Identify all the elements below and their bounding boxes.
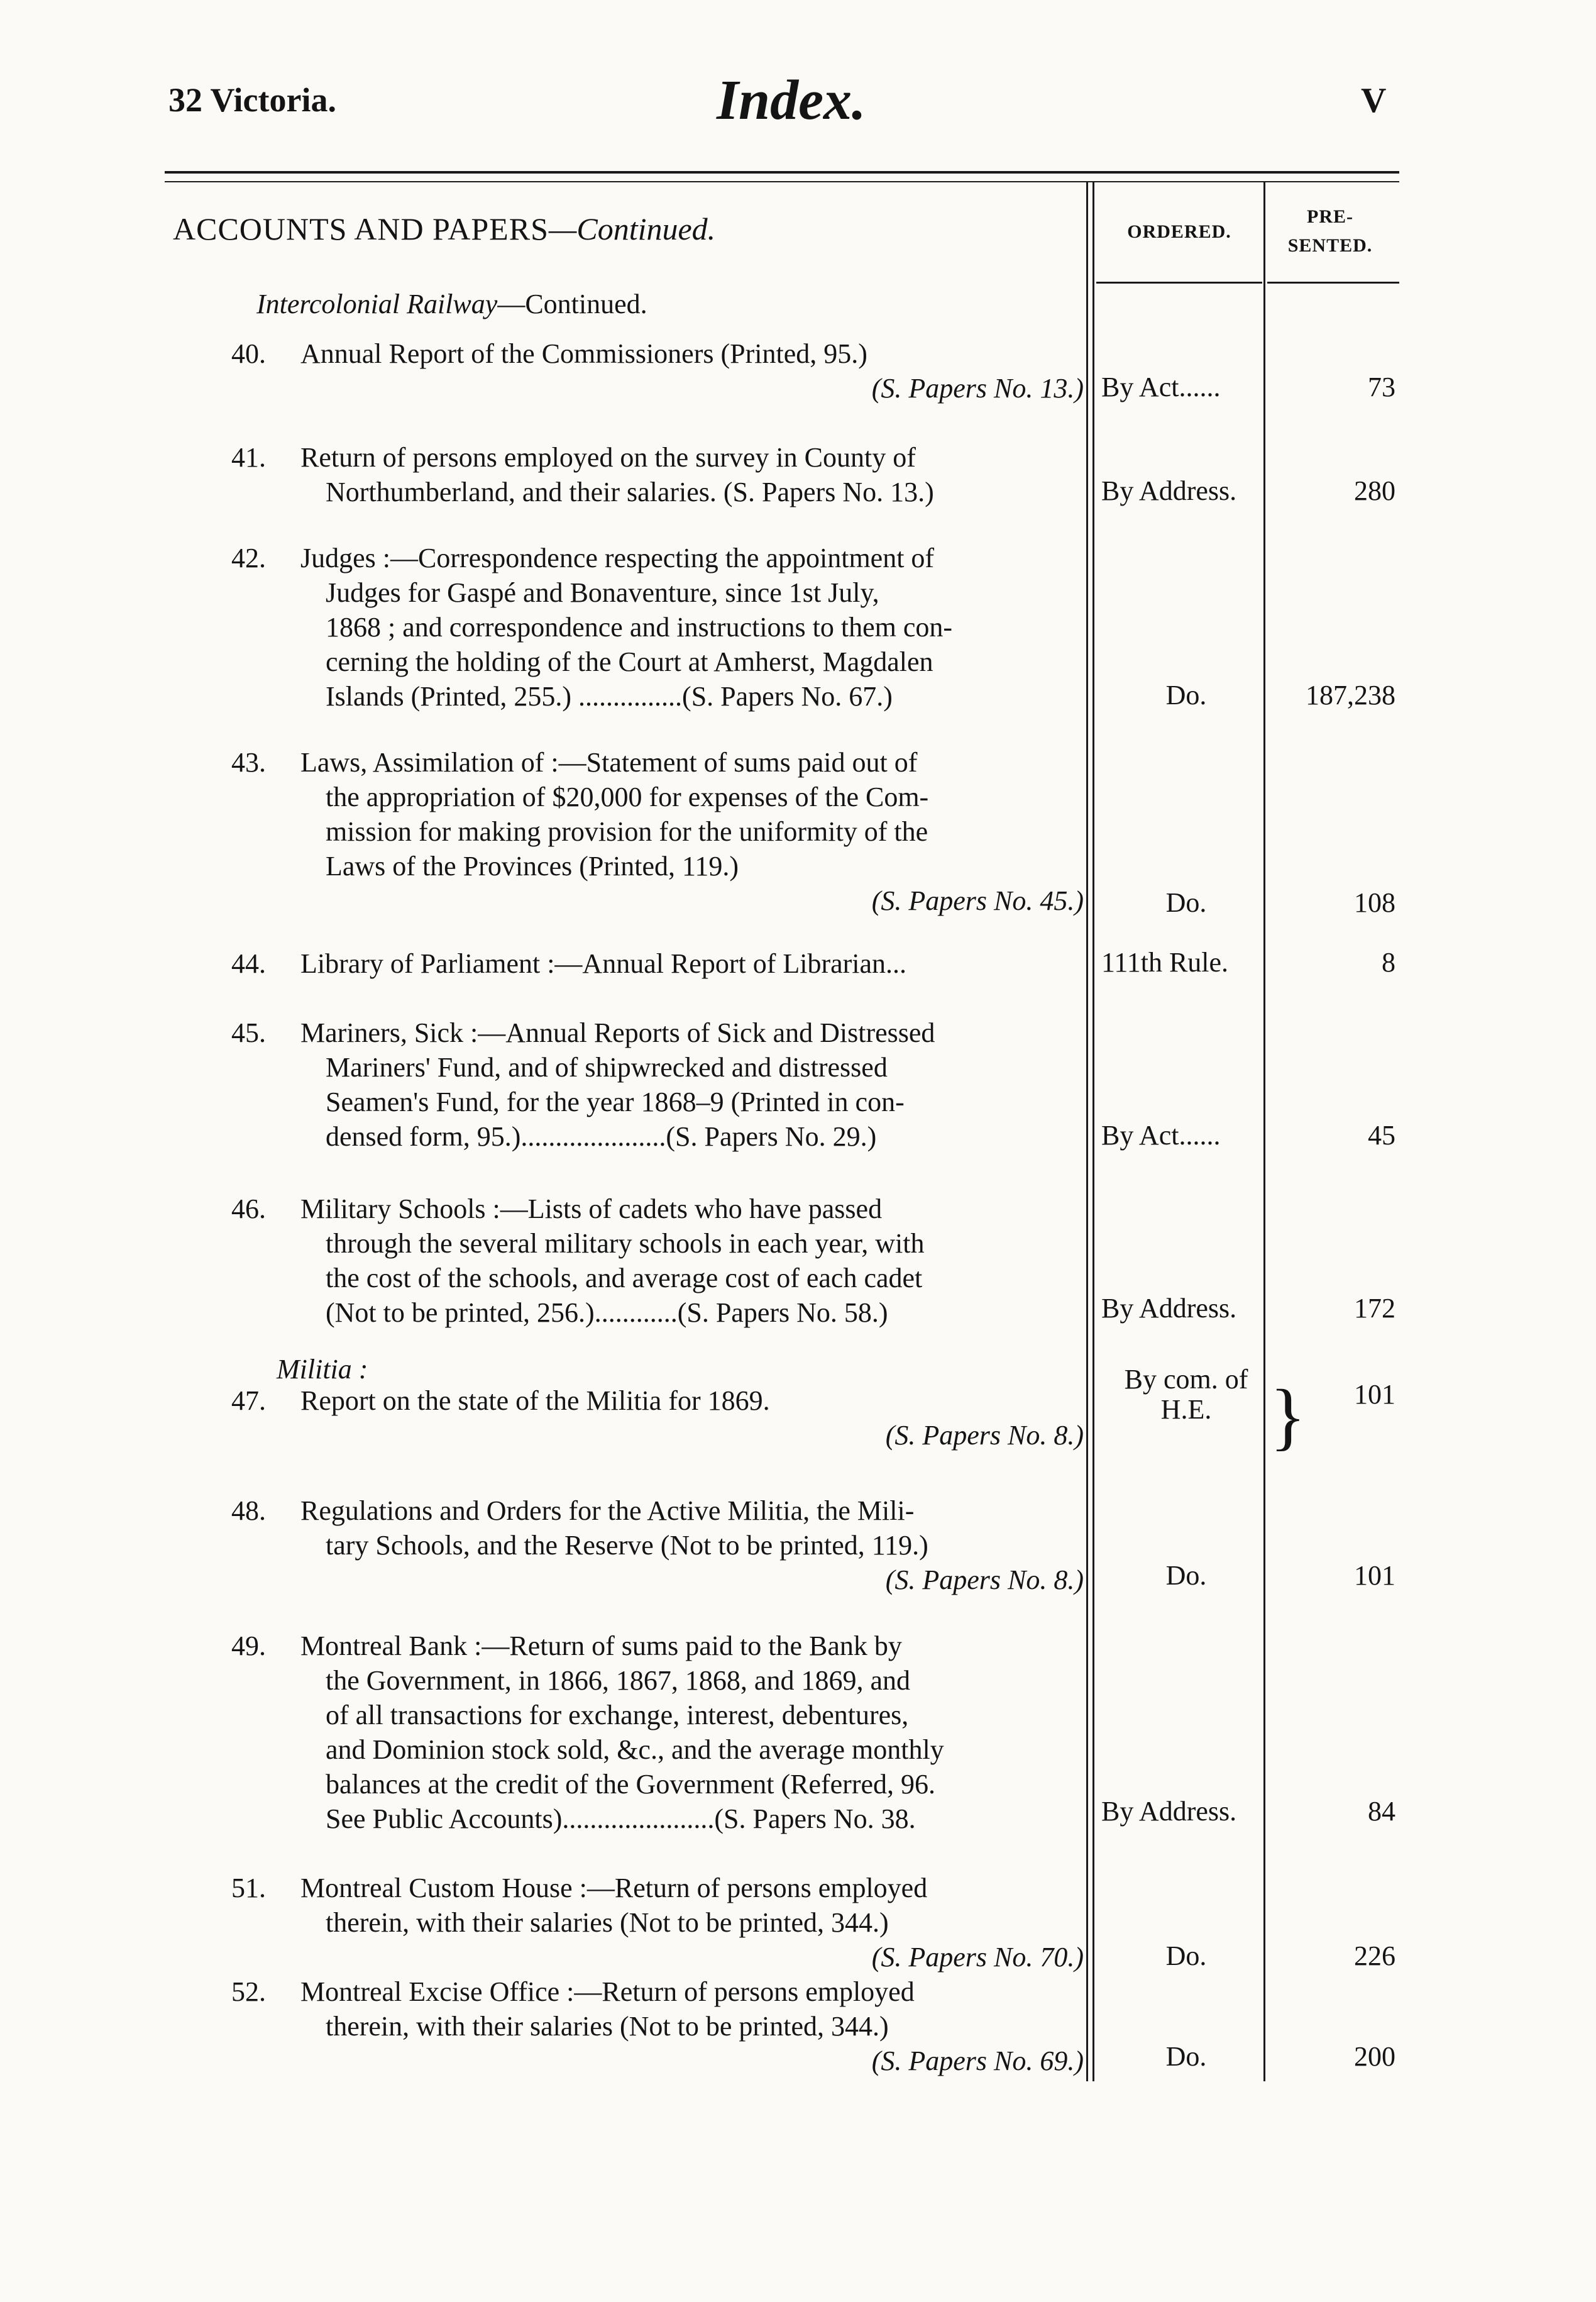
entry-paper-reference: (S. Papers No. 8.) (885, 1420, 1084, 1451)
entry-paper-reference: (S. Papers No. 69.) (871, 2045, 1084, 2076)
entry-number: 45. (231, 1017, 266, 1048)
subheading-intercolonial-railway (256, 288, 647, 320)
entry-line: Laws, Assimilation of :—Statement of sums paid out of (300, 747, 918, 778)
entry-line: Montreal Excise Office :—Return of persons employed (300, 1976, 915, 2007)
index-entry-47 (231, 1383, 1084, 1453)
entry-number: 43. (231, 747, 266, 778)
entry-line: balances at the credit of the Government (Referred, 96. (326, 1769, 936, 1800)
brace-symbol: } (1270, 1374, 1306, 1458)
section-title: ACCOUNTS AND PAPERS (173, 211, 549, 246)
entry-line: and Dominion stock sold, &c., and the average monthly (326, 1734, 944, 1765)
entry-number: 48. (231, 1495, 266, 1526)
index-entry-42 (231, 541, 1084, 714)
entry-number: 41. (231, 442, 266, 473)
entry-number: 47. (231, 1385, 266, 1416)
entry-text (300, 1493, 1084, 1597)
entry-text (300, 440, 1084, 509)
entry-line: See Public Accounts)......................(S. Papers No. 38. (326, 1803, 916, 1834)
entry-line: therein, with their salaries (Not to be printed, 344.) (326, 2011, 889, 2042)
entry-line: (Not to be printed, 256.)............(S. Papers No. 58.) (326, 1297, 888, 1328)
presented-page-number: 8 (1382, 947, 1395, 978)
ordered-value: Do. (1165, 680, 1207, 711)
entry-line: Mariners, Sick :—Annual Reports of Sick and Distressed (300, 1017, 935, 1048)
presented-page-number: 101 (1354, 1560, 1395, 1591)
entry-line: Judges :—Correspondence respecting the appointment of (300, 543, 935, 573)
ordered-value: Do. (1165, 887, 1207, 918)
ordered-value: Do. (1165, 1560, 1207, 1591)
entry-line: Return of persons employed on the survey in County of (300, 442, 916, 473)
entry-line: Regulations and Orders for the Active Militia, the Mili- (300, 1495, 915, 1526)
entry-line: Mariners' Fund, and of shipwrecked and distressed (326, 1052, 888, 1083)
index-entry-51 (231, 1871, 1084, 1974)
index-entry-44 (231, 946, 1084, 981)
entry-paper-reference: (S. Papers No. 45.) (871, 885, 1084, 916)
entry-paper-reference: (S. Papers No. 13.) (871, 373, 1084, 404)
running-head-volume: 32 Victoria. (168, 81, 336, 119)
column-divider-left-a (1086, 182, 1088, 2081)
ordered-value: 111th Rule. (1101, 947, 1229, 978)
entry-line: the cost of the schools, and average cost of each cadet (326, 1263, 923, 1293)
running-head-page-number: V (1361, 81, 1387, 120)
index-entry-41 (231, 440, 1084, 509)
ordered-value: Do. (1165, 2041, 1207, 2072)
entry-line: the appropriation of $20,000 for expenses of the Com- (326, 782, 929, 812)
section-continued: —Continued. (548, 211, 716, 246)
index-entry-45 (231, 1015, 1084, 1154)
entry-number: 51. (231, 1873, 266, 1903)
subheading-railway-continued: —Continued. (497, 289, 647, 319)
presented-page-number: 172 (1354, 1293, 1395, 1324)
entry-number: 44. (231, 948, 266, 979)
presented-page-number: 45 (1368, 1120, 1395, 1151)
entry-number: 46. (231, 1193, 266, 1224)
entry-line: through the several military schools in each year, with (326, 1228, 925, 1259)
ordered-value: By Act...... (1101, 1120, 1221, 1151)
entry-line: of all transactions for exchange, interest, debentures, (326, 1700, 909, 1730)
running-head-title: Index. (717, 69, 866, 131)
ordered-value: Do. (1165, 1940, 1207, 1971)
entry-number: 42. (231, 543, 266, 573)
index-entry-48 (231, 1493, 1084, 1597)
entry-text (300, 745, 1084, 918)
entry-line: tary Schools, and the Reserve (Not to be printed, 119.) (326, 1530, 928, 1561)
entry-line: Judges for Gaspé and Bonaventure, since 1st July, (326, 577, 879, 608)
entry-number: 49. (231, 1630, 266, 1661)
ordered-value: By Act...... (1101, 372, 1221, 402)
presented-page-number: 226 (1354, 1940, 1395, 1971)
entry-line: the Government, in 1866, 1867, 1868, and 1869, and (326, 1665, 910, 1696)
presented-page-number: 200 (1354, 2041, 1395, 2072)
entry-line: Montreal Bank :—Return of sums paid to the Bank by (300, 1630, 902, 1661)
entry-line: Annual Report of the Commissioners (Printed, 95.) (300, 338, 867, 369)
subheading-railway-text: Intercolonial Railway (256, 289, 498, 319)
column-divider-left-b (1092, 182, 1094, 2081)
presented-page-number: 108 (1354, 887, 1395, 918)
entry-line: Military Schools :—Lists of cadets who have passed (300, 1193, 883, 1224)
entry-text (300, 336, 1084, 406)
entry-line: Library of Parliament :—Annual Report of Librarian... (300, 948, 907, 979)
entry-line: Laws of the Provinces (Printed, 119.) (326, 851, 739, 882)
entry-line: Northumberland, and their salaries. (S. Papers No. 13.) (326, 477, 934, 507)
entry-line: therein, with their salaries (Not to be printed, 344.) (326, 1907, 889, 1938)
entry-line: cerning the holding of the Court at Amherst, Magdalen (326, 646, 933, 677)
entry-line: mission for making provision for the uniformity of the (326, 816, 928, 847)
entry-line: Seamen's Fund, for the year 1868–9 (Printed in con- (326, 1087, 905, 1117)
column-heading-underline-ordered (1096, 282, 1262, 284)
column-heading-underline-presented (1267, 282, 1399, 284)
subheading-militia: Militia : (277, 1354, 368, 1385)
entry-line: Islands (Printed, 255.) ...............(S. Papers No. 67.) (326, 681, 893, 712)
ordered-value: By com. of H.E. (1124, 1364, 1248, 1425)
entry-line: Montreal Custom House :—Return of persons employed (300, 1873, 928, 1903)
entry-number: 40. (231, 338, 266, 369)
entry-text (300, 1871, 1084, 1974)
column-heading-presented-line2: SENTED. (1287, 235, 1373, 256)
entry-text (300, 946, 1084, 981)
entry-paper-reference: (S. Papers No. 8.) (885, 1564, 1084, 1595)
index-entry-52 (231, 1974, 1084, 2078)
ordered-value: By Address. (1101, 1293, 1237, 1324)
presented-page-number: 73 (1368, 372, 1395, 402)
entry-number: 52. (231, 1976, 266, 2007)
column-heading-presented-line1: PRE- (1307, 206, 1353, 227)
column-heading-ordered: ORDERED. (1127, 221, 1231, 242)
top-rule-thick (165, 171, 1399, 174)
top-rule-thin (165, 181, 1399, 182)
entry-text (300, 1974, 1084, 2078)
entry-text (300, 1192, 1084, 1330)
section-heading (173, 211, 715, 247)
entry-text (300, 1383, 1084, 1453)
entry-line: 1868 ; and correspondence and instructions to them con- (326, 612, 953, 643)
presented-page-number: 280 (1354, 475, 1395, 506)
entry-text (300, 1015, 1084, 1154)
ordered-value: By Address. (1101, 1796, 1237, 1827)
entry-line: densed form, 95.).....................(S. Papers No. 29.) (326, 1121, 877, 1152)
index-entry-43 (231, 745, 1084, 918)
index-entry-40 (231, 336, 1084, 406)
ordered-value: By Address. (1101, 475, 1237, 506)
entry-paper-reference: (S. Papers No. 70.) (871, 1942, 1084, 1973)
column-heading-presented (1267, 202, 1393, 260)
index-entry-46 (231, 1192, 1084, 1330)
index-entry-49 (231, 1629, 1084, 1836)
entry-text (300, 1629, 1084, 1836)
presented-page-number: 84 (1368, 1796, 1395, 1827)
entry-text (300, 541, 1084, 714)
entry-line: Report on the state of the Militia for 1869. (300, 1385, 770, 1416)
presented-page-number: 101 (1354, 1379, 1395, 1410)
presented-page-number: 187,238 (1306, 680, 1395, 711)
